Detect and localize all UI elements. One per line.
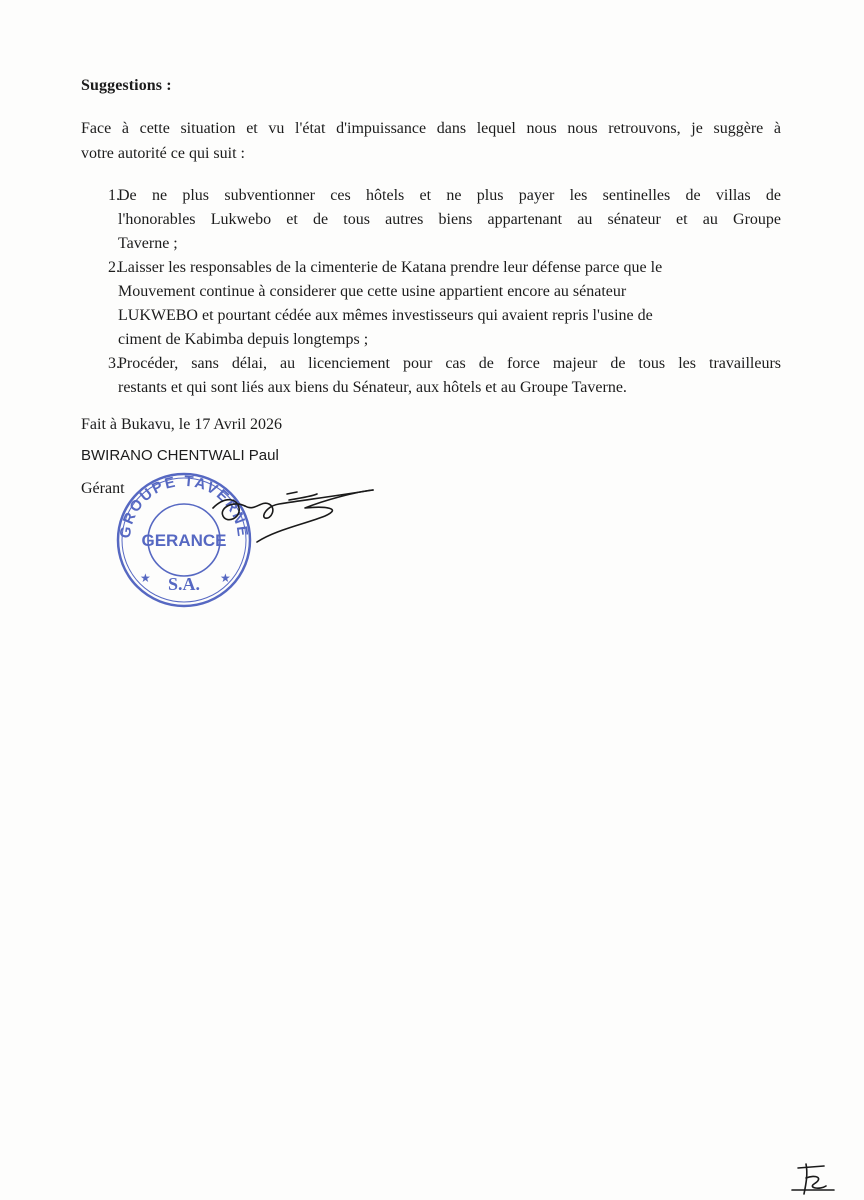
list-item-line: Laisser les responsables de la cimenterie de Katana prendre leur défense parce que le — [118, 259, 663, 276]
list-item-line: Taverne ; — [118, 235, 178, 252]
stamp-center-text: GERANCE — [141, 531, 227, 550]
list-item-number: 1. — [108, 187, 120, 204]
section-heading: Suggestions : — [81, 77, 172, 94]
list-item-line: ciment de Kabimba depuis longtemps ; — [118, 331, 369, 348]
date-line: Fait à Bukavu, le 17 Avril 2026 — [81, 416, 283, 433]
list-item — [81, 256, 781, 352]
list-item-number: 3. — [108, 355, 120, 372]
list-item-line: LUKWEBO et pourtant cédée aux mêmes investisseurs qui avaient repris l'usine de — [118, 307, 653, 324]
stamp-top-text: GROUPE TAVERNE — [116, 472, 252, 540]
stamp-star-icon: ★ — [140, 571, 151, 585]
list-item-line: De ne plus subventionner ces hôtels et ne plus payer les sentinelles de villas de — [118, 187, 781, 204]
list-item-line: l'honorables Lukwebo et de tous autres biens appartenant au sénateur et au Groupe — [118, 211, 781, 228]
list-item-line: Mouvement continue à considerer que cette usine appartient encore au sénateur — [118, 283, 627, 300]
intro-line-2: votre autorité ce qui suit : — [81, 145, 245, 162]
list-item — [81, 184, 781, 256]
handwritten-signature — [205, 470, 385, 550]
list-item-line: Procéder, sans délai, au licenciement pour cas de force majeur de tous les travailleurs — [118, 355, 781, 372]
list-item-number: 2. — [108, 259, 120, 276]
page-initials-mark — [784, 1160, 844, 1200]
stamp-star-icon: ★ — [220, 571, 231, 585]
stamp-bottom-text: S.A. — [167, 574, 201, 594]
list-item — [81, 352, 781, 400]
suggestions-list — [81, 184, 781, 400]
intro-paragraph — [81, 116, 781, 166]
list-item-line: restants et qui sont liés aux biens du Sénateur, aux hôtels et au Groupe Taverne. — [118, 379, 627, 396]
intro-line-1: Face à cette situation et vu l'état d'impuissance dans lequel nous nous retrouvons, je suggère à — [81, 120, 781, 137]
signatory-name: BWIRANO CHENTWALI Paul — [81, 447, 279, 464]
signatory-role: Gérant — [81, 480, 125, 497]
